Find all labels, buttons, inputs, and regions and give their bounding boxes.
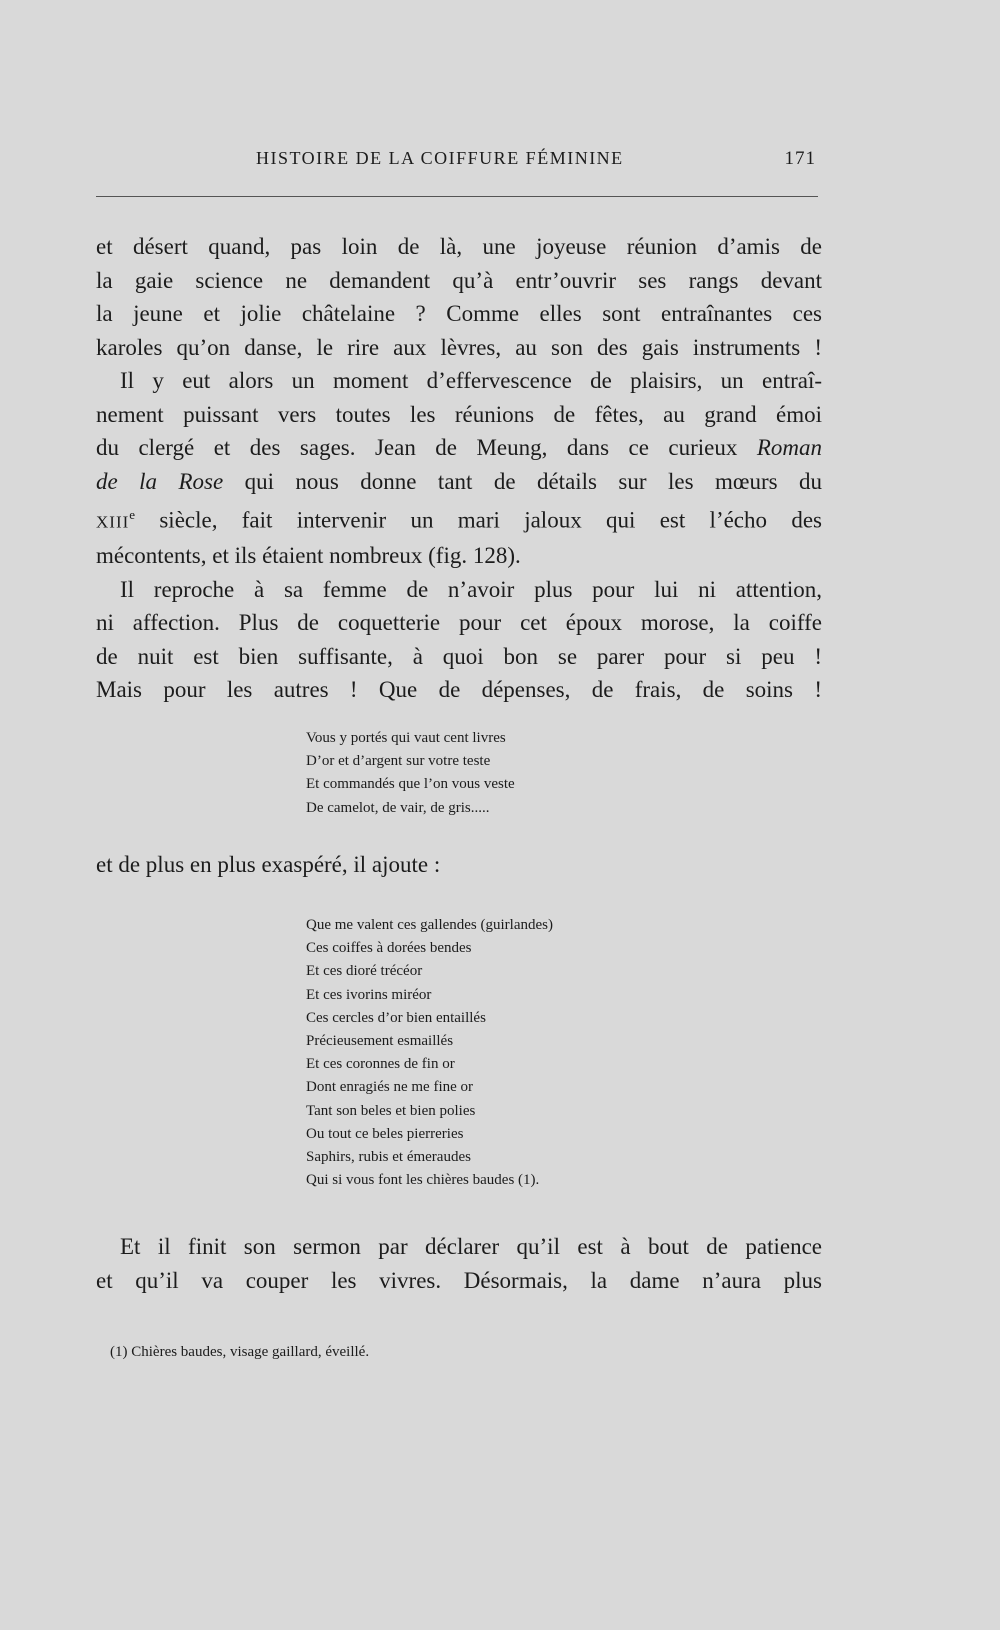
page-number: 171 — [784, 148, 816, 169]
verse-line: Et ces ivorins miréor — [306, 986, 432, 1003]
text-line: mécontents, et ils étaient nombreux (fig. 128). — [96, 543, 521, 569]
text-line: karoles qu’on danse, le rire aux lèvres, au son des gais instruments ! — [96, 334, 822, 360]
text-line: Il y eut alors un moment d’effervescence de plaisirs, un entraî- — [120, 368, 822, 393]
text-line: Et il finit son sermon par déclarer qu’il est à bout de patience — [120, 1234, 822, 1259]
verse-line: Qui si vous font les chières baudes (1). — [306, 1172, 540, 1189]
running-head-title: HISTOIRE DE LA COIFFURE FÉMININE — [256, 148, 624, 168]
text-line: et qu’il va couper les vivres. Désormais, la dame n’aura plus — [96, 1267, 822, 1293]
text-line: Il reproche à sa femme de n’avoir plus pour lui ni attention, — [120, 576, 822, 602]
text-line — [96, 431, 822, 465]
verse-line: Précieusement esmaillés — [306, 1033, 454, 1050]
text-line: de nuit est bien suffisante, à quoi bon se parer pour si peu ! — [96, 643, 822, 669]
italic-title: Roman — [756, 435, 822, 460]
verse-line: Et ces dioré trécéor — [306, 963, 423, 980]
verse-line: Et commandés que l’on vous veste — [306, 776, 515, 793]
italic-title: de la — [96, 468, 179, 494]
italic-title: Rose — [178, 468, 224, 494]
verse-line: Ou tout ce beles pierreries — [306, 1125, 464, 1142]
text-run: qui nous donne tant de détails sur les mœurs du — [223, 468, 822, 494]
text-line — [96, 465, 822, 499]
text-run: siècle, fait intervenir un mari jaloux qui est l’écho des — [135, 507, 822, 533]
verse-line: Dont enragiés ne me fine or — [306, 1079, 474, 1096]
body-text-block — [96, 1230, 822, 1297]
verse-line: Saphirs, rubis et émeraudes — [306, 1149, 471, 1166]
verse-line: Que me valent ces gallendes (guirlandes) — [306, 917, 553, 933]
verse-line: Tant son beles et bien polies — [306, 1102, 476, 1119]
text-line: et désert quand, pas loin de là, une joyeuse réunion d’amis de — [96, 234, 822, 259]
verse-line: D’or et d’argent sur votre teste — [306, 753, 491, 770]
verse-line: Et ces coronnes de fin or — [306, 1056, 455, 1073]
header-rule — [96, 196, 818, 197]
verse-quotation-2 — [306, 914, 553, 1192]
text-line: Mais pour les autres ! Que de dépenses, de frais, de soins ! — [96, 677, 822, 703]
text-line: ni affection. Plus de coquetterie pour cet époux morose, la coiffe — [96, 610, 822, 636]
century-superscript: e — [129, 507, 136, 522]
footnote: (1) Chières baudes, visage gaillard, éveillé. — [110, 1344, 370, 1360]
text-line: la gaie science ne demandent qu’à entr’ouvrir ses rangs devant — [96, 267, 822, 293]
verse-quotation-1 — [306, 727, 515, 820]
text-run: du clergé et des sages. Jean de Meung, dans ce curieux — [96, 435, 757, 460]
verse-line: Ces coiffes à dorées bendes — [306, 940, 472, 957]
transition-line-block — [96, 848, 822, 882]
running-head — [96, 148, 816, 178]
text-line: la jeune et jolie châtelaine ? Comme elles sont entraînantes ces — [96, 301, 822, 326]
verse-line: De camelot, de vair, de gris..... — [306, 799, 490, 816]
verse-line: Vous y portés qui vaut cent livres — [306, 730, 506, 746]
body-text-block — [96, 230, 822, 707]
verse-line: Ces cercles d’or bien entaillés — [306, 1009, 486, 1026]
text-line: nement puissant vers toutes les réunions de fêtes, au grand émoi — [96, 401, 822, 427]
text-line: et de plus en plus exaspéré, il ajoute : — [96, 852, 441, 877]
text-line — [96, 498, 822, 539]
century-numeral: XIII — [96, 512, 130, 532]
